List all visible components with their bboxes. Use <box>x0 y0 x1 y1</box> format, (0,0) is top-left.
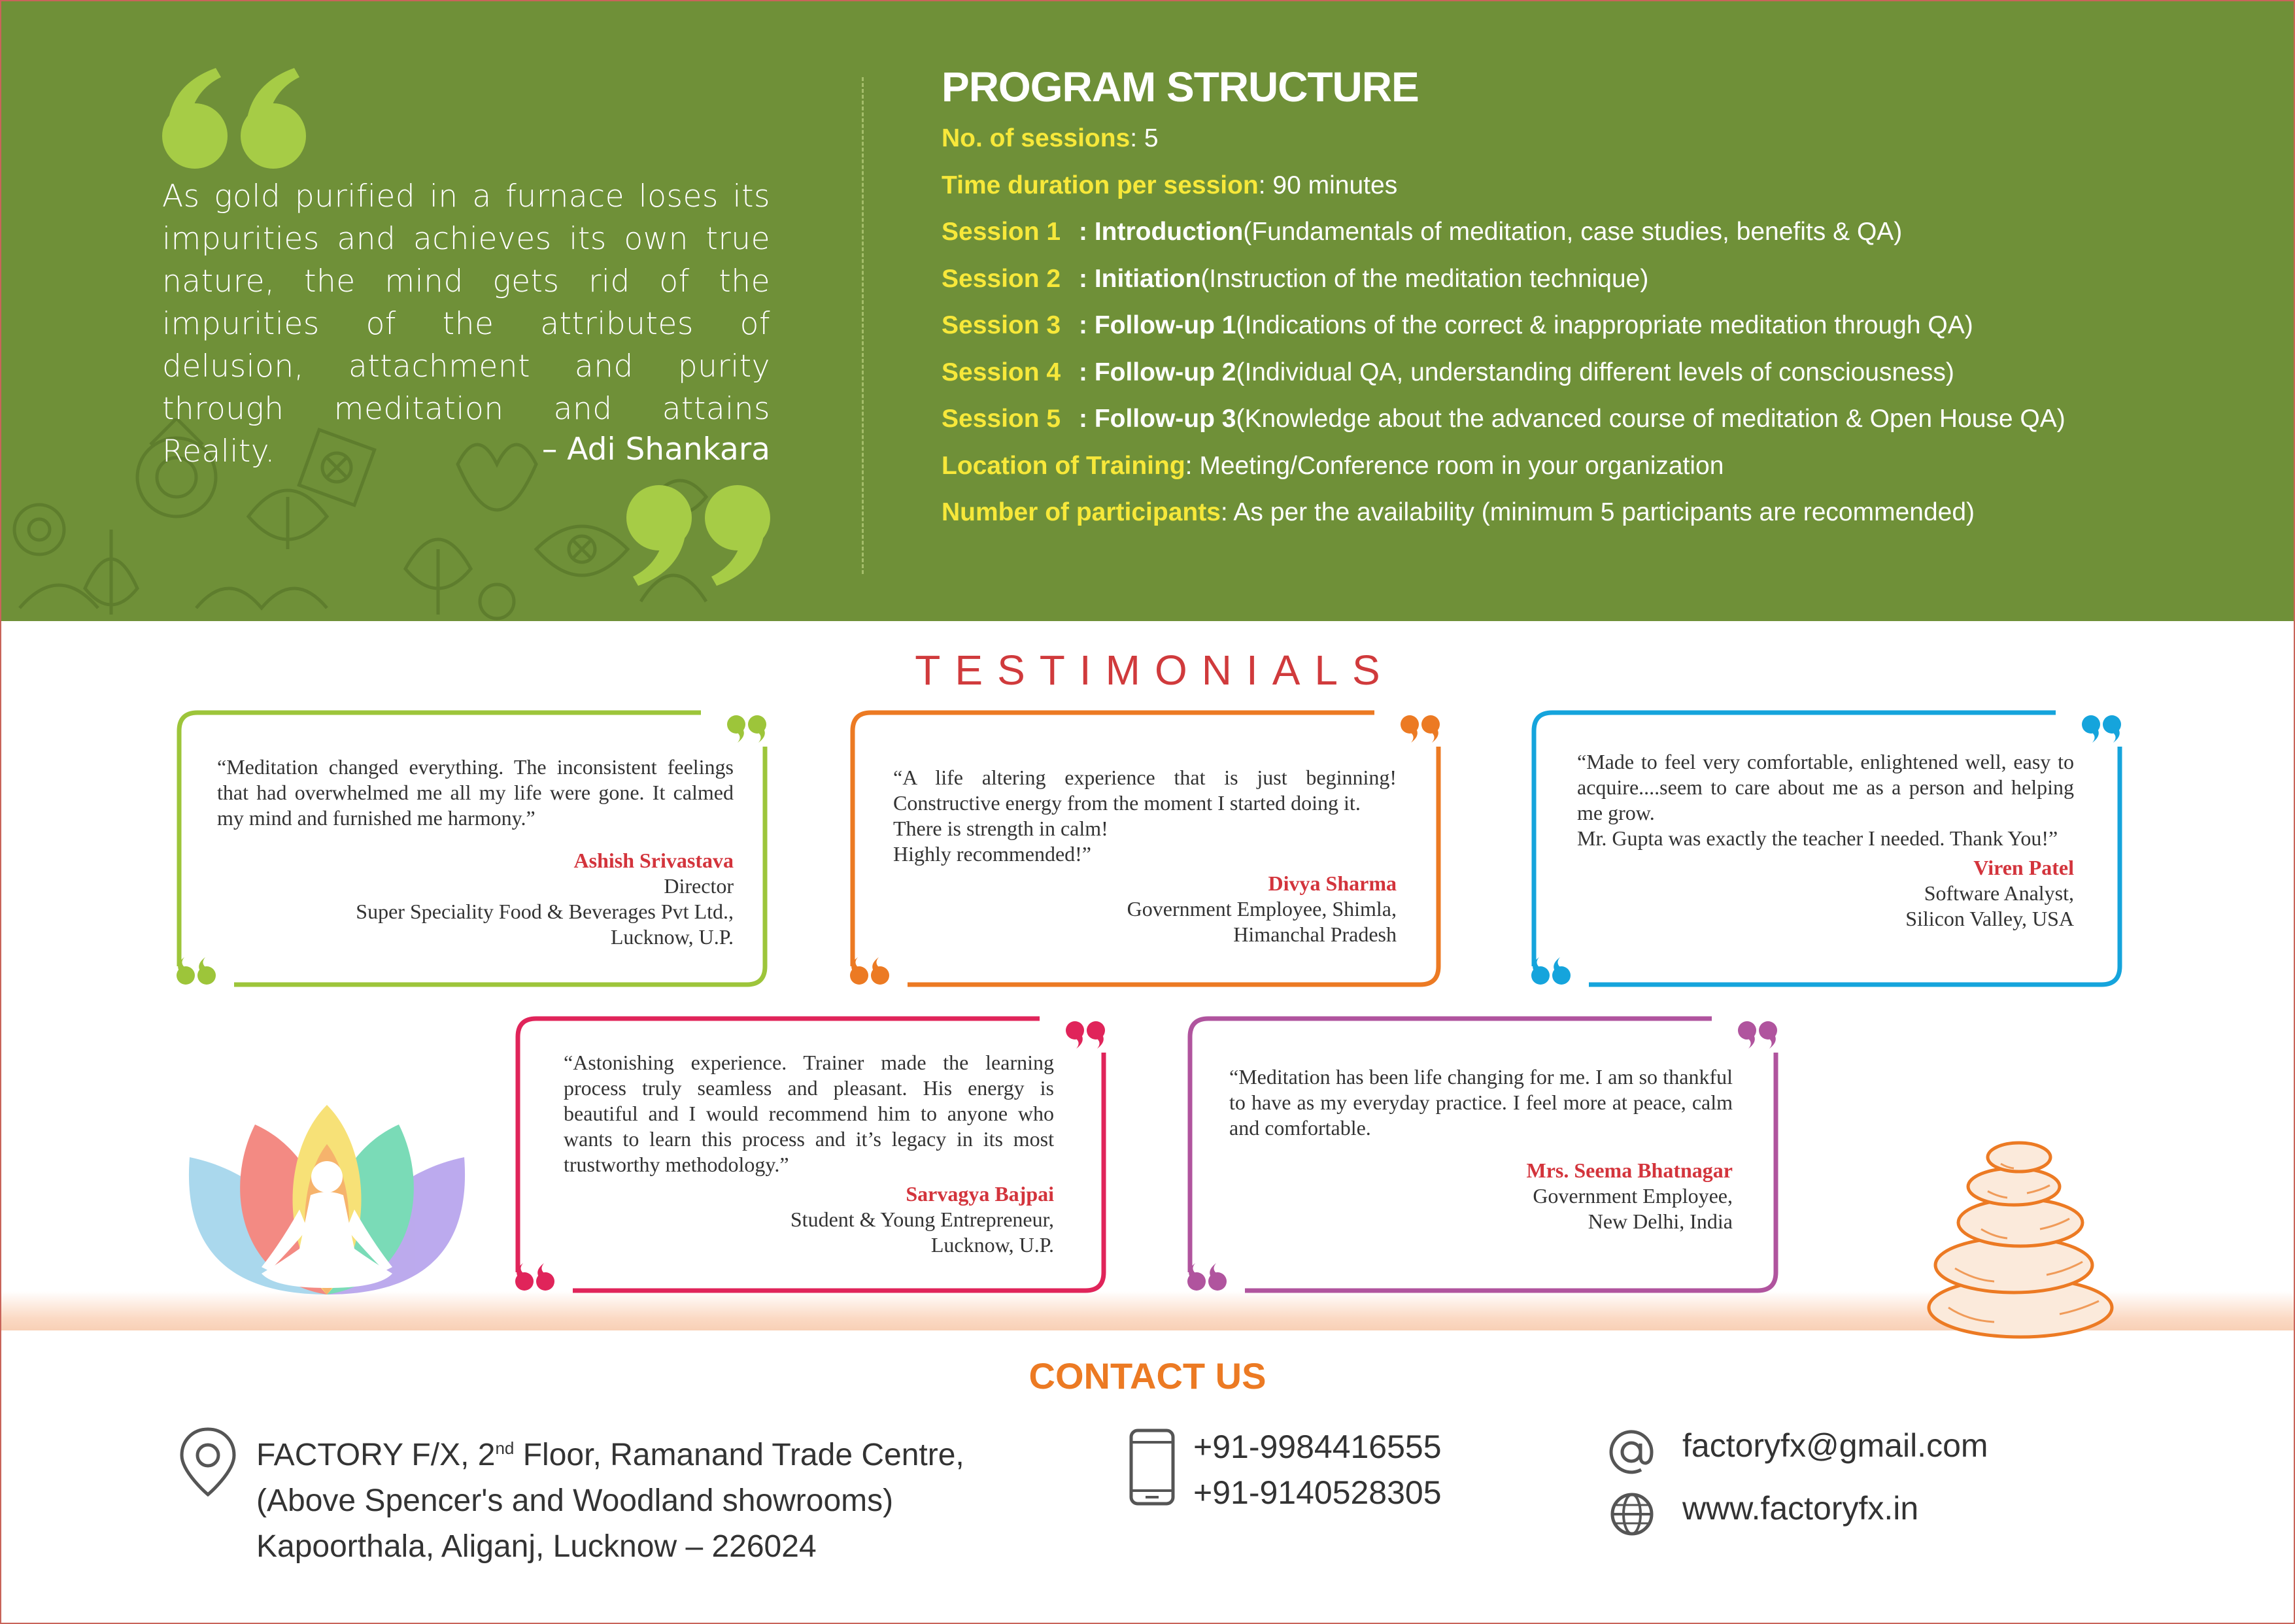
program-structure <box>942 63 2262 545</box>
testimonial-card <box>171 707 773 990</box>
address-line-2: (Above Spencer's and Woodland showrooms) <box>256 1483 894 1518</box>
quote-marks-icon <box>1531 957 1571 985</box>
quote-marks-icon <box>1066 1021 1105 1049</box>
session-row <box>942 358 2262 405</box>
quote-marks-icon <box>727 715 766 743</box>
session-name: : Follow-up 1 <box>1079 311 1236 339</box>
session-name: : Follow-up 2 <box>1079 358 1236 386</box>
quote-marks-icon <box>850 957 889 985</box>
testimonial-name: Viren Patel <box>1973 856 2074 879</box>
map-pin-icon <box>178 1425 238 1498</box>
testimonial-role: Student & Young Entrepreneur, Lucknow, U.P. <box>790 1208 1054 1257</box>
contact-heading: CONTACT US <box>1028 1355 1266 1396</box>
website-link[interactable]: www.factoryfx.in <box>1682 1490 1919 1527</box>
session-label: Session 2 <box>942 264 1061 293</box>
session-label: Session 1 <box>942 218 1061 246</box>
testimonial-role: Director Super Speciality Food & Beverages Pvt Ltd., Lucknow, U.P. <box>356 874 734 949</box>
phone-number-2[interactable]: +91-9140528305 <box>1193 1474 1442 1511</box>
quote-marks-icon <box>177 957 216 985</box>
open-quote-icon <box>156 65 313 170</box>
participants-row <box>942 498 2262 545</box>
testimonial-role: Software Analyst, Silicon Valley, USA <box>1905 881 2074 930</box>
address <box>256 1425 964 1570</box>
session-label: Session 3 <box>942 311 1061 339</box>
address-line-1: FACTORY F/X, 2nd Floor, Ramanand Trade Centre, <box>256 1438 964 1472</box>
testimonials-heading: TESTIMONIALS <box>915 647 1395 694</box>
program-title: PROGRAM STRUCTURE <box>942 63 1419 110</box>
quote-marks-icon <box>1187 1263 1227 1291</box>
session-name: : Follow-up 3 <box>1079 405 1236 433</box>
quote-text: As gold purified in a furnace loses its impurities and achieves its own true nature, the mind gets rid of the impurities of the attributes of delusion, attachment and purity through meditation and attains Reality. <box>162 178 770 469</box>
session-label: Session 5 <box>942 405 1061 433</box>
session-name: : Initiation <box>1079 264 1201 293</box>
testimonial-name: Divya Sharma <box>1268 871 1397 895</box>
testimonial-card <box>1526 707 2128 990</box>
close-quote-icon <box>620 484 777 588</box>
testimonial-text: “Made to feel very comfortable, enlightened well, easy to acquire....seem to care about me as a person and helping me grow. Mr. Gupta was exactly the teacher I needed. Thank You!” <box>1577 750 2074 850</box>
quote-marks-icon <box>2082 715 2121 743</box>
quote-marks-icon <box>1738 1021 1777 1049</box>
session-row <box>942 405 2262 452</box>
testimonial-text: “A life altering experience that is just beginning! Constructive energy from the moment I started doing it. There is strength in calm! Highly recommended!” <box>893 766 1397 866</box>
phone-numbers <box>1193 1424 1442 1515</box>
duration-label: Time duration per session <box>942 171 1259 199</box>
testimonial-name: Mrs. Seema Bhatnagar <box>1526 1159 1733 1182</box>
sessions-count-row <box>942 124 2262 171</box>
testimonial-role: Government Employee, New Delhi, India <box>1533 1184 1733 1233</box>
testimonial-text: “Meditation changed everything. The inconsistent feelings that had overwhelmed me all my life were gone. It calmed my mind and furnished me harmony.” <box>217 755 734 830</box>
quote-author: – Adi Shankara <box>541 431 770 467</box>
session-label: Session 4 <box>942 358 1061 386</box>
quote-marks-icon <box>515 1263 554 1291</box>
globe-icon <box>1610 1492 1654 1536</box>
quote-marks-icon <box>1401 715 1440 743</box>
session-desc: (Fundamentals of meditation, case studies, benefits & QA) <box>1243 218 1903 246</box>
participants-label: Number of participants <box>942 498 1221 526</box>
location-label: Location of Training <box>942 451 1185 480</box>
participants-value: : As per the availability (minimum 5 participants are recommended) <box>1220 498 1975 526</box>
session-desc: (Instruction of the meditation technique) <box>1200 264 1649 293</box>
session-row <box>942 218 2262 265</box>
testimonial-name: Ashish Srivastava <box>573 849 734 872</box>
session-name: : Introduction <box>1079 218 1244 246</box>
sessions-label: No. of sessions <box>942 124 1130 152</box>
at-sign-icon <box>1608 1429 1654 1475</box>
smartphone-icon <box>1129 1428 1176 1506</box>
sessions-value: : 5 <box>1130 124 1159 152</box>
testimonial-card <box>1182 1013 1784 1296</box>
session-desc: (Individual QA, understanding different levels of consciousness) <box>1236 358 1954 386</box>
dashed-divider <box>862 77 864 574</box>
testimonial-text: “Astonishing experience. Trainer made the learning process truly seamless and pleasant. His energy is beautiful and I would recommend him to anyone who wants to learn this process and it’s legacy in its most trustworthy methodology.” <box>564 1051 1054 1176</box>
session-desc: (Indications of the correct & inappropriate meditation through QA) <box>1236 311 1973 339</box>
location-row <box>942 452 2262 499</box>
testimonial-name: Sarvagya Bajpai <box>906 1182 1054 1206</box>
program-band <box>0 0 2295 621</box>
meditation-lotus-illustration <box>183 1098 471 1308</box>
testimonial-text: “Meditation has been life changing for me. I am so thankful to have as my everyday practice. I feel more at peace, calm and comfortable. <box>1229 1065 1733 1140</box>
testimonial-card <box>510 1013 1112 1296</box>
stacked-stones-illustration <box>1909 1111 2118 1340</box>
testimonial-card <box>845 707 1446 990</box>
location-value: : Meeting/Conference room in your organization <box>1185 451 1724 480</box>
phone-number-1[interactable]: +91-9984416555 <box>1193 1429 1442 1465</box>
duration-value: : 90 minutes <box>1258 171 1398 199</box>
session-row <box>942 265 2262 312</box>
session-row <box>942 311 2262 358</box>
testimonial-role: Government Employee, Shimla, Himanchal Pradesh <box>1127 897 1397 946</box>
session-desc: (Knowledge about the advanced course of meditation & Open House QA) <box>1236 405 2066 433</box>
address-line-3: Kapoorthala, Aliganj, Lucknow – 226024 <box>256 1529 817 1564</box>
duration-row <box>942 171 2262 218</box>
email-link[interactable]: factoryfx@gmail.com <box>1682 1427 1988 1464</box>
